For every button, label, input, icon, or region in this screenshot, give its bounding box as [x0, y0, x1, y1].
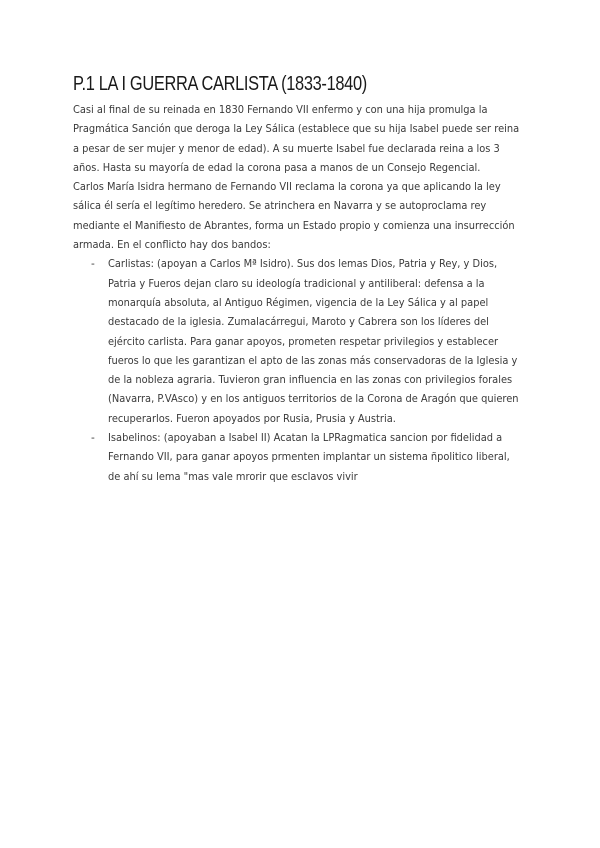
text-line: monarquía absoluta, al Antiguo Régimen, vigencia de la Ley Sálica y al papel: [108, 296, 489, 309]
text-line: armada. En el conflicto hay dos bandos:: [73, 239, 271, 252]
document-body: [73, 101, 543, 487]
text-line: Patria y Fueros dejan claro su ideología tradicional y antiliberal: defensa a la: [108, 277, 485, 290]
text-line: de ahí su lema "mas vale mrorir que esclavos vivir: [108, 470, 358, 483]
text-line: destacado de la iglesia. Zumalacárregui, Maroto y Cabrera son los líderes del: [108, 316, 489, 329]
bullet-item-carlistas: [73, 255, 543, 429]
bullet-dash-marker: -: [91, 432, 95, 445]
text-line: (Navarra, P.VAsco) y en los antiguos territorios de la Corona de Aragón que quieren: [108, 393, 519, 406]
text-line: recuperarlos. Fueron apoyados por Rusia, Prusia y Austria.: [108, 412, 396, 425]
text-line: a pesar de ser mujer y menor de edad). A su muerte Isabel fue declarada reina a los 3: [73, 142, 500, 155]
document-title: P.1 LA I GUERRA CARLISTA (1833-1840): [73, 73, 367, 95]
text-line: Pragmática Sanción que deroga la Ley Sálica (establece que su hija Isabel puede ser reina: [73, 123, 520, 136]
bullet-item-isabelinos: [73, 429, 543, 487]
text-line: de la nobleza agraria. Tuvieron gran influencia en las zonas con privilegios forales: [108, 374, 513, 387]
text-line: Isabelinos: (apoyaban a Isabel II) Acatan la LPRagmatica sancion por fidelidad a: [108, 432, 503, 445]
text-line: años. Hasta su mayoría de edad la corona pasa a manos de un Consejo Regencial.: [73, 161, 481, 174]
text-line: Carlos María Isidra hermano de Fernando VII reclama la corona ya que aplicando la ley: [73, 181, 501, 194]
text-line: ejército carlista. Para ganar apoyos, prometen respetar privilegios y establecer: [108, 335, 499, 348]
text-line: fueros lo que les garantizan el apto de las zonas más conservadoras de la Iglesia y: [108, 354, 518, 367]
bullet-list: [73, 255, 543, 487]
intro-paragraph: [73, 101, 543, 255]
text-line: Casi al final de su reinada en 1830 Fernando VII enfermo y con una hija promulga la: [73, 104, 488, 116]
text-line: sálica él sería el legítimo heredero. Se atrinchera en Navarra y se autoproclama rey: [73, 200, 487, 213]
text-line: mediante el Manifiesto de Abrantes, forma un Estado propio y comienza una insurrección: [73, 219, 515, 232]
bullet-dash-marker: -: [91, 258, 95, 271]
text-line: Fernando VII, para ganar apoyos prmenten implantar un sistema ñpolitico liberal,: [108, 451, 510, 464]
text-line: Carlistas: (apoyan a Carlos Mª Isidro). Sus dos lemas Dios, Patria y Rey, y Dios,: [108, 258, 498, 271]
